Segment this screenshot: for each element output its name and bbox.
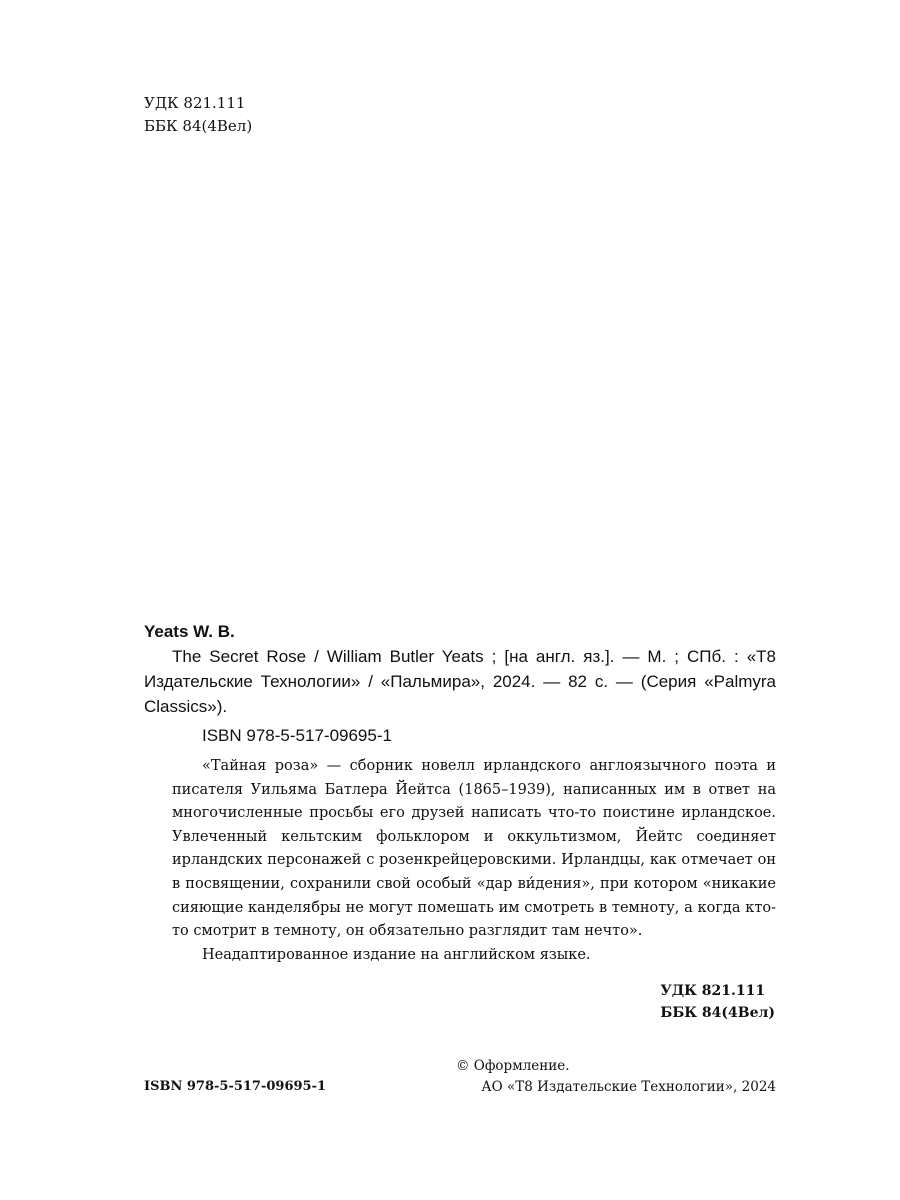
udk-code-bottom: УДК 821.111 [660, 983, 766, 999]
bottom-classification-codes [660, 980, 775, 1024]
copyright-line-2: АО «Т8 Издательские Технологии», 2024 [481, 1079, 776, 1095]
annotation-paragraph: «Тайная роза» — сборник новелл ирландского англоязычного поэта и писателя Уильяма Батлера Йейтса (1865–1939), написанных им в ответ на многочисленные просьбы его друзей написать что-то поистине ирландское. Увлеченный кельтским фольклором и оккультизмом, Йейтс соединяет ирландских персонажей с розенкрейцеровскими. Ирландцы, как отмечает он в посвящении, сохранили свой особый «дар ви́дения», при котором «никакие сияющие канделябры не могут помешать им смотреть в темноту, а когда кто-то смотрит в темноту, он обязательно разглядит там нечто». [172, 758, 776, 940]
bibliographic-description: The Secret Rose / William Butler Yeats ; [на англ. яз.]. — М. ; СПб. : «Т8 Издательские Технологии» / «Пальмира», 2024. — 82 с. — (Серия «Palmyra Classics»). [144, 647, 776, 716]
author-heading: Yeats W. B. [144, 622, 235, 641]
copyright-line-1: © Оформление. [456, 1058, 570, 1074]
copyright-notice [456, 1056, 776, 1098]
edition-note: Неадаптированное издание на английском языке. [202, 946, 591, 963]
isbn-line: ISBN 978-5-517-09695-1 [202, 726, 392, 745]
isbn-footer: ISBN 978-5-517-09695-1 [144, 1079, 327, 1094]
bibliographic-record [144, 620, 776, 967]
bbk-code: ББК 84(4Вел) [144, 117, 253, 135]
bbk-code-bottom: ББК 84(4Вел) [660, 1005, 775, 1021]
top-classification-codes [144, 92, 252, 138]
udk-code: УДК 821.111 [144, 94, 246, 112]
